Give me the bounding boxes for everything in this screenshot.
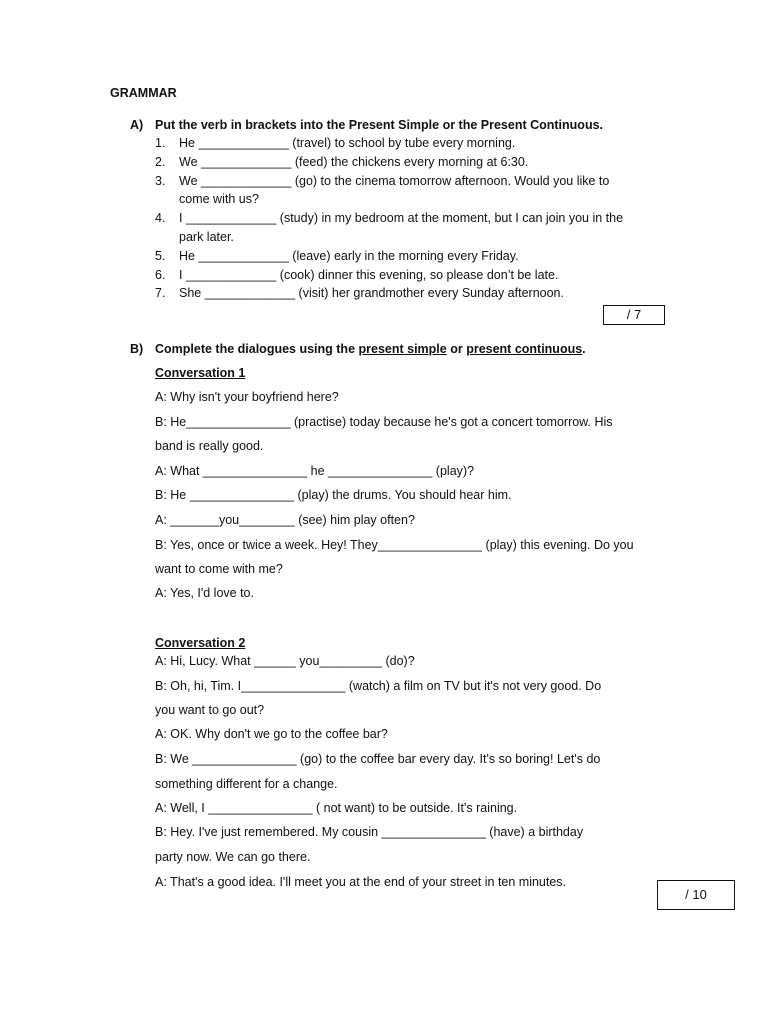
- instruction-text: or: [446, 342, 467, 356]
- item-number: 2.: [155, 155, 166, 169]
- exercise-item-line: She _____________ (visit) her grandmother every Sunday afternoon.: [179, 286, 564, 300]
- item-number: 5.: [155, 249, 166, 263]
- page-heading: GRAMMAR: [110, 86, 177, 100]
- dialogue-line: B: Hey. I've just remembered. My cousin _______________ (have) a birthday: [155, 825, 584, 839]
- term-present-continuous: present continuous: [466, 342, 583, 356]
- conversation-2-title: Conversation 2: [155, 636, 246, 650]
- exercise-item-line: come with us?: [179, 192, 259, 206]
- item-number: 6.: [155, 268, 166, 282]
- section-a-label: A): [130, 118, 144, 132]
- dialogue-line: B: He _______________ (play) the drums. You should hear him.: [155, 488, 512, 502]
- dialogue-line: A: Well, I _______________ ( not want) to be outside. It's raining.: [155, 801, 518, 815]
- section-b-instruction: [155, 342, 586, 356]
- exercise-item-line: He _____________ (leave) early in the morning every Friday.: [179, 249, 519, 263]
- exercise-item-line: We _____________ (feed) the chickens every morning at 6:30.: [179, 155, 529, 169]
- section-a-instruction: Put the verb in brackets into the Present Simple or the Present Continuous.: [155, 118, 603, 132]
- exercise-item-line: He _____________ (travel) to school by tube every morning.: [179, 136, 516, 150]
- instruction-text: .: [582, 342, 586, 356]
- dialogue-line: A: What _______________ he _______________ (play)?: [155, 464, 475, 478]
- term-present-simple: present simple: [358, 342, 447, 356]
- dialogue-line: A: That's a good idea. I'll meet you at the end of your street in ten minutes.: [155, 875, 567, 889]
- item-number: 4.: [155, 211, 166, 225]
- dialogue-line: party now. We can go there.: [155, 850, 311, 864]
- dialogue-line: want to come with me?: [155, 562, 283, 576]
- exercise-item-line: park later.: [179, 230, 234, 244]
- item-number: 1.: [155, 136, 166, 150]
- dialogue-line: B: He_______________ (practise) today because he's got a concert tomorrow. His: [155, 415, 613, 429]
- exercise-item-line: I _____________ (study) in my bedroom at the moment, but I can join you in the: [179, 211, 624, 225]
- dialogue-line: A: Why isn't your boyfriend here?: [155, 390, 339, 404]
- item-number: 3.: [155, 174, 166, 188]
- item-number: 7.: [155, 286, 166, 300]
- dialogue-line: B: We _______________ (go) to the coffee bar every day. It's so boring! Let's do: [155, 752, 601, 766]
- dialogue-line: you want to go out?: [155, 703, 265, 717]
- conversation-1-title: Conversation 1: [155, 366, 246, 380]
- dialogue-line: A: _______you________ (see) him play often?: [155, 513, 415, 527]
- section-b-label: B): [130, 342, 144, 356]
- section-b-score-box: / 10: [657, 880, 735, 910]
- dialogue-line: B: Oh, hi, Tim. I_______________ (watch) a film on TV but it's not very good. Do: [155, 679, 602, 693]
- exercise-item-line: We _____________ (go) to the cinema tomorrow afternoon. Would you like to: [179, 174, 610, 188]
- section-a-score-box: / 7: [603, 305, 665, 325]
- dialogue-line: B: Yes, once or twice a week. Hey! They_______________ (play) this evening. Do you: [155, 538, 634, 552]
- dialogue-line: A: OK. Why don't we go to the coffee bar?: [155, 727, 388, 741]
- dialogue-line: A: Hi, Lucy. What ______ you_________ (do)?: [155, 654, 415, 668]
- dialogue-line: band is really good.: [155, 439, 264, 453]
- dialogue-line: something different for a change.: [155, 777, 338, 791]
- exercise-item-line: I _____________ (cook) dinner this evening, so please don’t be late.: [179, 268, 559, 282]
- instruction-text: Complete the dialogues using the: [155, 342, 359, 356]
- dialogue-line: A: Yes, I'd love to.: [155, 586, 254, 600]
